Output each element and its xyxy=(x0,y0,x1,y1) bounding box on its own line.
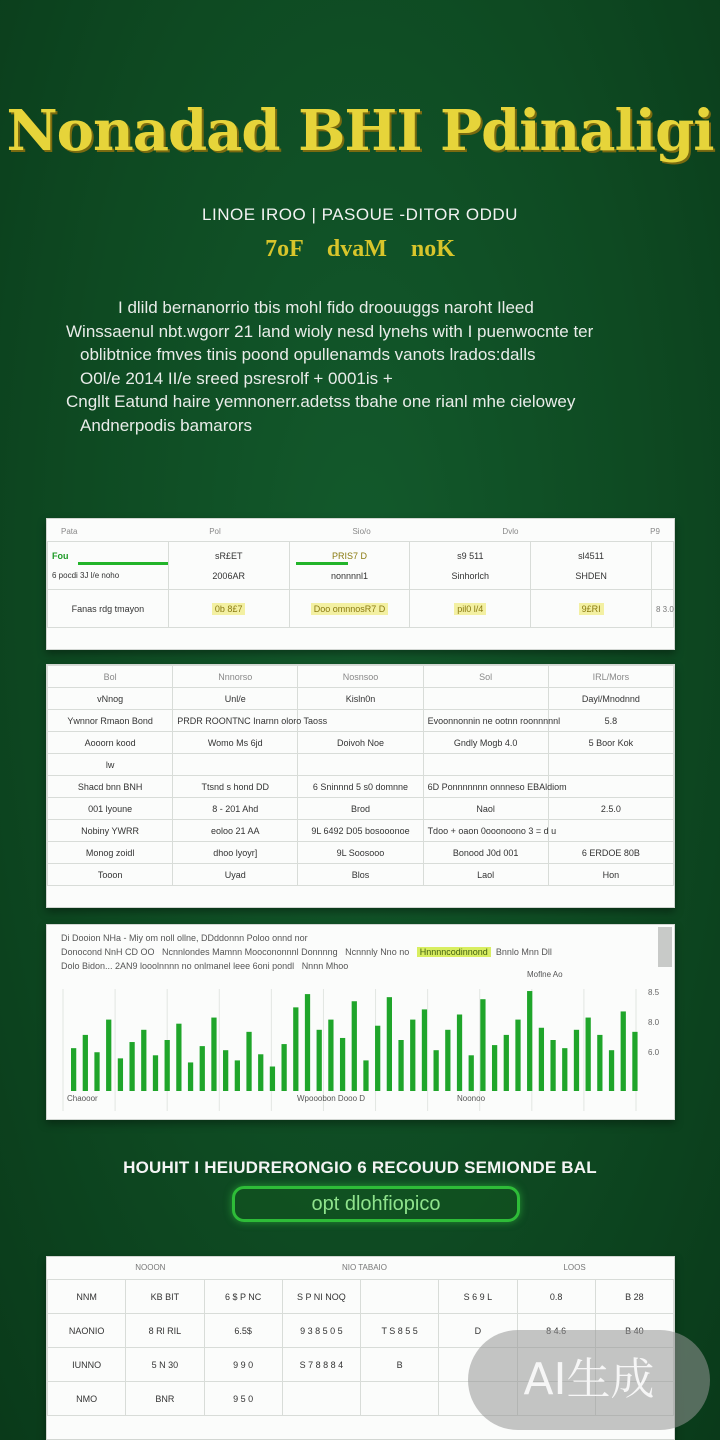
paragraph-line: Cngllt Eatund haire yemnonerr.adetss tbahe one rianl mhe cielowey xyxy=(66,392,576,411)
cell-text: SHDEN xyxy=(575,570,607,581)
cell-text: s9 511 xyxy=(457,550,484,561)
table-cell: Uyad xyxy=(173,864,298,886)
table-cell xyxy=(282,1382,360,1416)
chart-bar xyxy=(480,999,485,1091)
chart-header-text: Dolo Bidon... 2AN9 looolnnnn no onlmanel leee 6oni pondl xyxy=(61,961,295,971)
chart-footer-label: Wpooobon Dooo D xyxy=(297,1094,366,1103)
chart-bar xyxy=(597,1035,602,1091)
detail-table xyxy=(47,665,674,886)
header-cell: Sio/o xyxy=(352,527,371,536)
table-cell: Aooorn kood xyxy=(48,732,173,754)
paragraph-line: Winssaenul nbt.wgorr 21 land wioly nesd lynehs with I puenwocnte ter xyxy=(66,321,594,341)
chart-bar xyxy=(445,1030,450,1091)
chart-bar xyxy=(141,1030,146,1091)
poster-title: Nonadad BHI Pdinaligi xyxy=(6,98,714,164)
table-cell xyxy=(168,590,289,628)
table-cell: BNR xyxy=(126,1382,204,1416)
table-cell xyxy=(298,754,423,776)
table-cell: Ywnnor Rmaon Bond xyxy=(48,710,173,732)
table-row xyxy=(48,688,674,710)
axis-tick-label: 8.0 xyxy=(648,1018,660,1027)
header-cell: IRL/Mors xyxy=(548,666,673,688)
table-row xyxy=(48,732,674,754)
table-cell: B 28 xyxy=(595,1280,673,1314)
highlight-tag: Hnnnncodinnond xyxy=(417,947,491,957)
description-paragraph xyxy=(66,296,656,437)
cell-text: PRIS7 D xyxy=(331,550,367,561)
cell-text: Doo omnnosR7 D xyxy=(311,603,389,615)
axis-tick-label: 8.5 xyxy=(648,988,660,997)
table-cell xyxy=(548,754,673,776)
chart-bar xyxy=(550,1040,555,1091)
chart-bar xyxy=(422,1009,427,1091)
header-cell: NOOON xyxy=(135,1263,166,1272)
table-cell xyxy=(652,542,674,590)
paragraph-line: O0l/e 2014 II/e sreed psresrolf + 0001is + xyxy=(80,368,393,388)
cell-text: Fou xyxy=(52,551,69,561)
cell-text: pil0 l/4 xyxy=(454,603,486,615)
chart-bar xyxy=(340,1038,345,1091)
table-cell: Gndly Mogb 4.0 xyxy=(423,732,548,754)
table-cell: Evoonnonnin ne ootnn roonnnnnl xyxy=(423,710,548,732)
table-cell: 6 ERDOE 80B xyxy=(548,842,673,864)
table-cell: Monog zoidl xyxy=(48,842,173,864)
axis-tick-label: 6.0 xyxy=(648,1048,660,1057)
chart-bar xyxy=(352,1001,357,1091)
header-cell: Pol xyxy=(209,527,221,536)
table-cell xyxy=(410,590,531,628)
chart-bar xyxy=(363,1060,368,1091)
header-cell: Dvlo xyxy=(502,527,519,536)
cell-text: nonnnnl1 xyxy=(330,570,369,581)
table-cell: 2.5.0 xyxy=(548,798,673,820)
chart-bar xyxy=(106,1020,111,1091)
table-cell xyxy=(173,754,298,776)
table-cell: KB BIT xyxy=(126,1280,204,1314)
section-heading: HOUHIT I HEIUDRERONGIO 6 RECOUUD SEMIONDE BAL xyxy=(123,1158,597,1177)
table-cell xyxy=(531,590,652,628)
table-row xyxy=(48,710,674,732)
table-cell xyxy=(410,542,531,590)
table-cell xyxy=(423,754,548,776)
highlight-line: 7oF dvaM noK xyxy=(265,236,455,262)
summary-table xyxy=(47,541,674,628)
chart-header-line xyxy=(61,959,660,973)
chart-bar xyxy=(305,994,310,1091)
table-cell xyxy=(48,590,169,628)
detail-table-card xyxy=(46,664,675,908)
table-cell: Tdoo + oaon 0ooonoono 3 = d u xyxy=(423,820,548,842)
header-cell: NIO TABAIO xyxy=(341,1263,387,1272)
chart-bar xyxy=(165,1040,170,1091)
chart-bar xyxy=(515,1020,520,1091)
table-cell: 5.8 xyxy=(548,710,673,732)
chart-bar xyxy=(71,1048,76,1091)
chart-bar xyxy=(293,1007,298,1091)
chart-header-text: Donocond NnH CD OO Ncnnlondes Mamnn Moocononnnl Donnnng xyxy=(61,947,338,957)
green-indicator-line xyxy=(296,562,348,565)
action-button[interactable]: opt dlohfiopico xyxy=(232,1186,520,1222)
table-cell xyxy=(361,1280,439,1314)
chart-bar xyxy=(317,1030,322,1091)
table-cell: NAONIO xyxy=(48,1314,126,1348)
chart-bar xyxy=(574,1030,579,1091)
chart-bar xyxy=(434,1050,439,1091)
chart-bar xyxy=(118,1058,123,1091)
table-cell: Womo Ms 6jd xyxy=(173,732,298,754)
table-cell: 001 lyoune xyxy=(48,798,173,820)
table-cell: PRDR ROONTNC Inarnn oloro Taoss xyxy=(173,710,298,732)
header-cell: P9 xyxy=(650,527,660,536)
chart-card xyxy=(46,924,675,1120)
table-cell: Brod xyxy=(298,798,423,820)
table-cell: 9 3 8 5 0 5 xyxy=(282,1314,360,1348)
table-cell: 9L Soosooo xyxy=(298,842,423,864)
table-row xyxy=(48,776,674,798)
chart-header xyxy=(47,925,674,979)
chart-footer-label: Noonoo xyxy=(457,1094,486,1103)
chart-bar xyxy=(94,1052,99,1091)
chart-bar xyxy=(375,1026,380,1091)
table-cell: 9L 6492 D05 bosooonoe xyxy=(298,820,423,842)
cell-text: 6 pocdi 3J l/e noho xyxy=(52,571,120,580)
table-cell xyxy=(168,542,289,590)
table-cell: Bonood J0d 001 xyxy=(423,842,548,864)
chart-bar xyxy=(469,1055,474,1091)
header-cell: Pata xyxy=(61,527,78,536)
chart-bar xyxy=(586,1018,591,1091)
table-cell xyxy=(48,542,169,590)
table-cell: Kisln0n xyxy=(298,688,423,710)
table-cell: 6 Sninnnd 5 s0 domnne xyxy=(298,776,423,798)
table-cell: 8 - 201 Ahd xyxy=(173,798,298,820)
side-value: 8 3.0 xyxy=(656,604,674,614)
chart-bar xyxy=(387,997,392,1091)
paragraph-line: Andnerpodis bamarors xyxy=(80,415,252,435)
table-cell: NNM xyxy=(48,1280,126,1314)
subtitle-line: LINOE IROO | PASOUE -DITOR ODDU xyxy=(202,205,518,224)
table-cell: 6 $ P NC xyxy=(204,1280,282,1314)
chart-bar xyxy=(246,1032,251,1091)
paragraph-line: oblibtnice fmves tinis poond opullenamds vanots lrados:dalls xyxy=(80,345,536,364)
table-cell: eoloo 21 AA xyxy=(173,820,298,842)
table-cell: dhoo lyoyr] xyxy=(173,842,298,864)
table-row xyxy=(48,798,674,820)
table-cell: Ttsnd s hond DD xyxy=(173,776,298,798)
table-cell xyxy=(289,542,410,590)
bottom-table-header xyxy=(47,1257,674,1279)
table-cell: 6.5$ xyxy=(204,1314,282,1348)
cell-text: 0b 8£7 xyxy=(212,603,246,615)
table-cell: Shacd bnn BNH xyxy=(48,776,173,798)
table-cell: Blos xyxy=(298,864,423,886)
table-cell: Hon xyxy=(548,864,673,886)
table-cell: 9 5 0 xyxy=(204,1382,282,1416)
chart-header-line: Di Dooion NHa - Miy om noll ollne, DDddonnn Poloo onnd nor xyxy=(61,933,308,943)
table-cell: Dayl/Mnodnnd xyxy=(548,688,673,710)
table-cell: B xyxy=(361,1348,439,1382)
cell-text: 2006AR xyxy=(212,570,245,581)
chart-bar xyxy=(527,991,532,1091)
ai-generated-watermark: AI生成 xyxy=(468,1330,710,1430)
table-row xyxy=(48,1280,674,1314)
table-cell: 9 9 0 xyxy=(204,1348,282,1382)
chart-bar xyxy=(176,1024,181,1091)
table-cell: IUNNO xyxy=(48,1348,126,1382)
chart-bar xyxy=(153,1055,158,1091)
chart-bar xyxy=(188,1062,193,1091)
chart-bar xyxy=(235,1060,240,1091)
table-cell xyxy=(361,1382,439,1416)
table-cell: Tooon xyxy=(48,864,173,886)
table-cell xyxy=(548,776,673,798)
cell-text: Sinhorlch xyxy=(451,570,490,581)
table-cell xyxy=(548,820,673,842)
summary-table-header xyxy=(47,519,674,541)
chart-bar xyxy=(211,1018,216,1091)
table-cell: 0.8 xyxy=(517,1280,595,1314)
table-cell: T S 8 5 5 xyxy=(361,1314,439,1348)
table-cell: S 6 9 L xyxy=(439,1280,517,1314)
chart-bar xyxy=(129,1042,134,1091)
chart-bar xyxy=(200,1046,205,1091)
table-cell: 8 Rl RIL xyxy=(126,1314,204,1348)
chart-header-text: Ncnnnly Nno no xyxy=(345,947,410,957)
cell-text: sR£ET xyxy=(214,550,243,561)
chart-bar xyxy=(398,1040,403,1091)
chart-bar xyxy=(632,1032,637,1091)
chart-bar xyxy=(223,1050,228,1091)
chart-bar xyxy=(410,1020,415,1091)
table-row xyxy=(48,820,674,842)
scrollbar[interactable] xyxy=(658,927,672,967)
table-cell xyxy=(531,542,652,590)
table-cell: Laol xyxy=(423,864,548,886)
chart-bar xyxy=(492,1045,497,1091)
header-cell: Nosnsoo xyxy=(298,666,423,688)
chart-bar xyxy=(281,1044,286,1091)
header-cell: LOOS xyxy=(563,1263,586,1272)
chart-bar xyxy=(83,1035,88,1091)
chart-right-label: Moflne Ao xyxy=(527,970,563,979)
chart-header-line xyxy=(61,945,660,959)
table-cell: vNnog xyxy=(48,688,173,710)
table-cell: NMO xyxy=(48,1382,126,1416)
chart-bar xyxy=(562,1048,567,1091)
chart-bar xyxy=(270,1067,275,1091)
header-cell: Sol xyxy=(423,666,548,688)
chart-header-text: Bnnlo Mnn Dll xyxy=(495,947,552,957)
table-cell: S 7 8 8 8 4 xyxy=(282,1348,360,1382)
chart-bar xyxy=(504,1035,509,1091)
chart-bar xyxy=(621,1011,626,1091)
chart-bar xyxy=(328,1020,333,1091)
table-cell: Unl/e xyxy=(173,688,298,710)
table-cell xyxy=(423,688,548,710)
header-cell: Nnnorso xyxy=(173,666,298,688)
chart-bar xyxy=(609,1050,614,1091)
chart-footer-label: Chaooor xyxy=(67,1094,98,1103)
cell-text: 9£RI xyxy=(579,603,604,615)
table-cell xyxy=(652,590,674,628)
chart-header-text: Nnnn Mhoo xyxy=(301,961,349,971)
table-cell: Nobiny YWRR xyxy=(48,820,173,842)
table-cell: lw xyxy=(48,754,173,776)
table-cell: 5 Boor Kok xyxy=(548,732,673,754)
cell-text: sl4511 xyxy=(578,550,605,561)
paragraph-line: I dlild bernanorrio tbis mohl fido droouuggs naroht Ileed xyxy=(118,298,534,317)
table-row xyxy=(48,842,674,864)
table-cell: S P NI NOQ xyxy=(282,1280,360,1314)
chart-bar xyxy=(539,1028,544,1091)
table-cell: D xyxy=(439,1314,517,1348)
header-cell: Bol xyxy=(48,666,173,688)
table-cell: Naol xyxy=(423,798,548,820)
chart-bar xyxy=(457,1015,462,1092)
table-row xyxy=(48,754,674,776)
table-cell xyxy=(289,590,410,628)
table-cell: 5 N 30 xyxy=(126,1348,204,1382)
summary-table-card xyxy=(46,518,675,650)
table-cell: Doivoh Noe xyxy=(298,732,423,754)
cell-text: Fanas rdg tmayon xyxy=(71,603,145,614)
green-indicator-line xyxy=(78,562,168,565)
table-row xyxy=(48,864,674,886)
chart-bar xyxy=(258,1054,263,1091)
bar-chart xyxy=(47,970,676,1121)
table-cell: 6D Ponnnnnnn onnneso EBAldiom xyxy=(423,776,548,798)
